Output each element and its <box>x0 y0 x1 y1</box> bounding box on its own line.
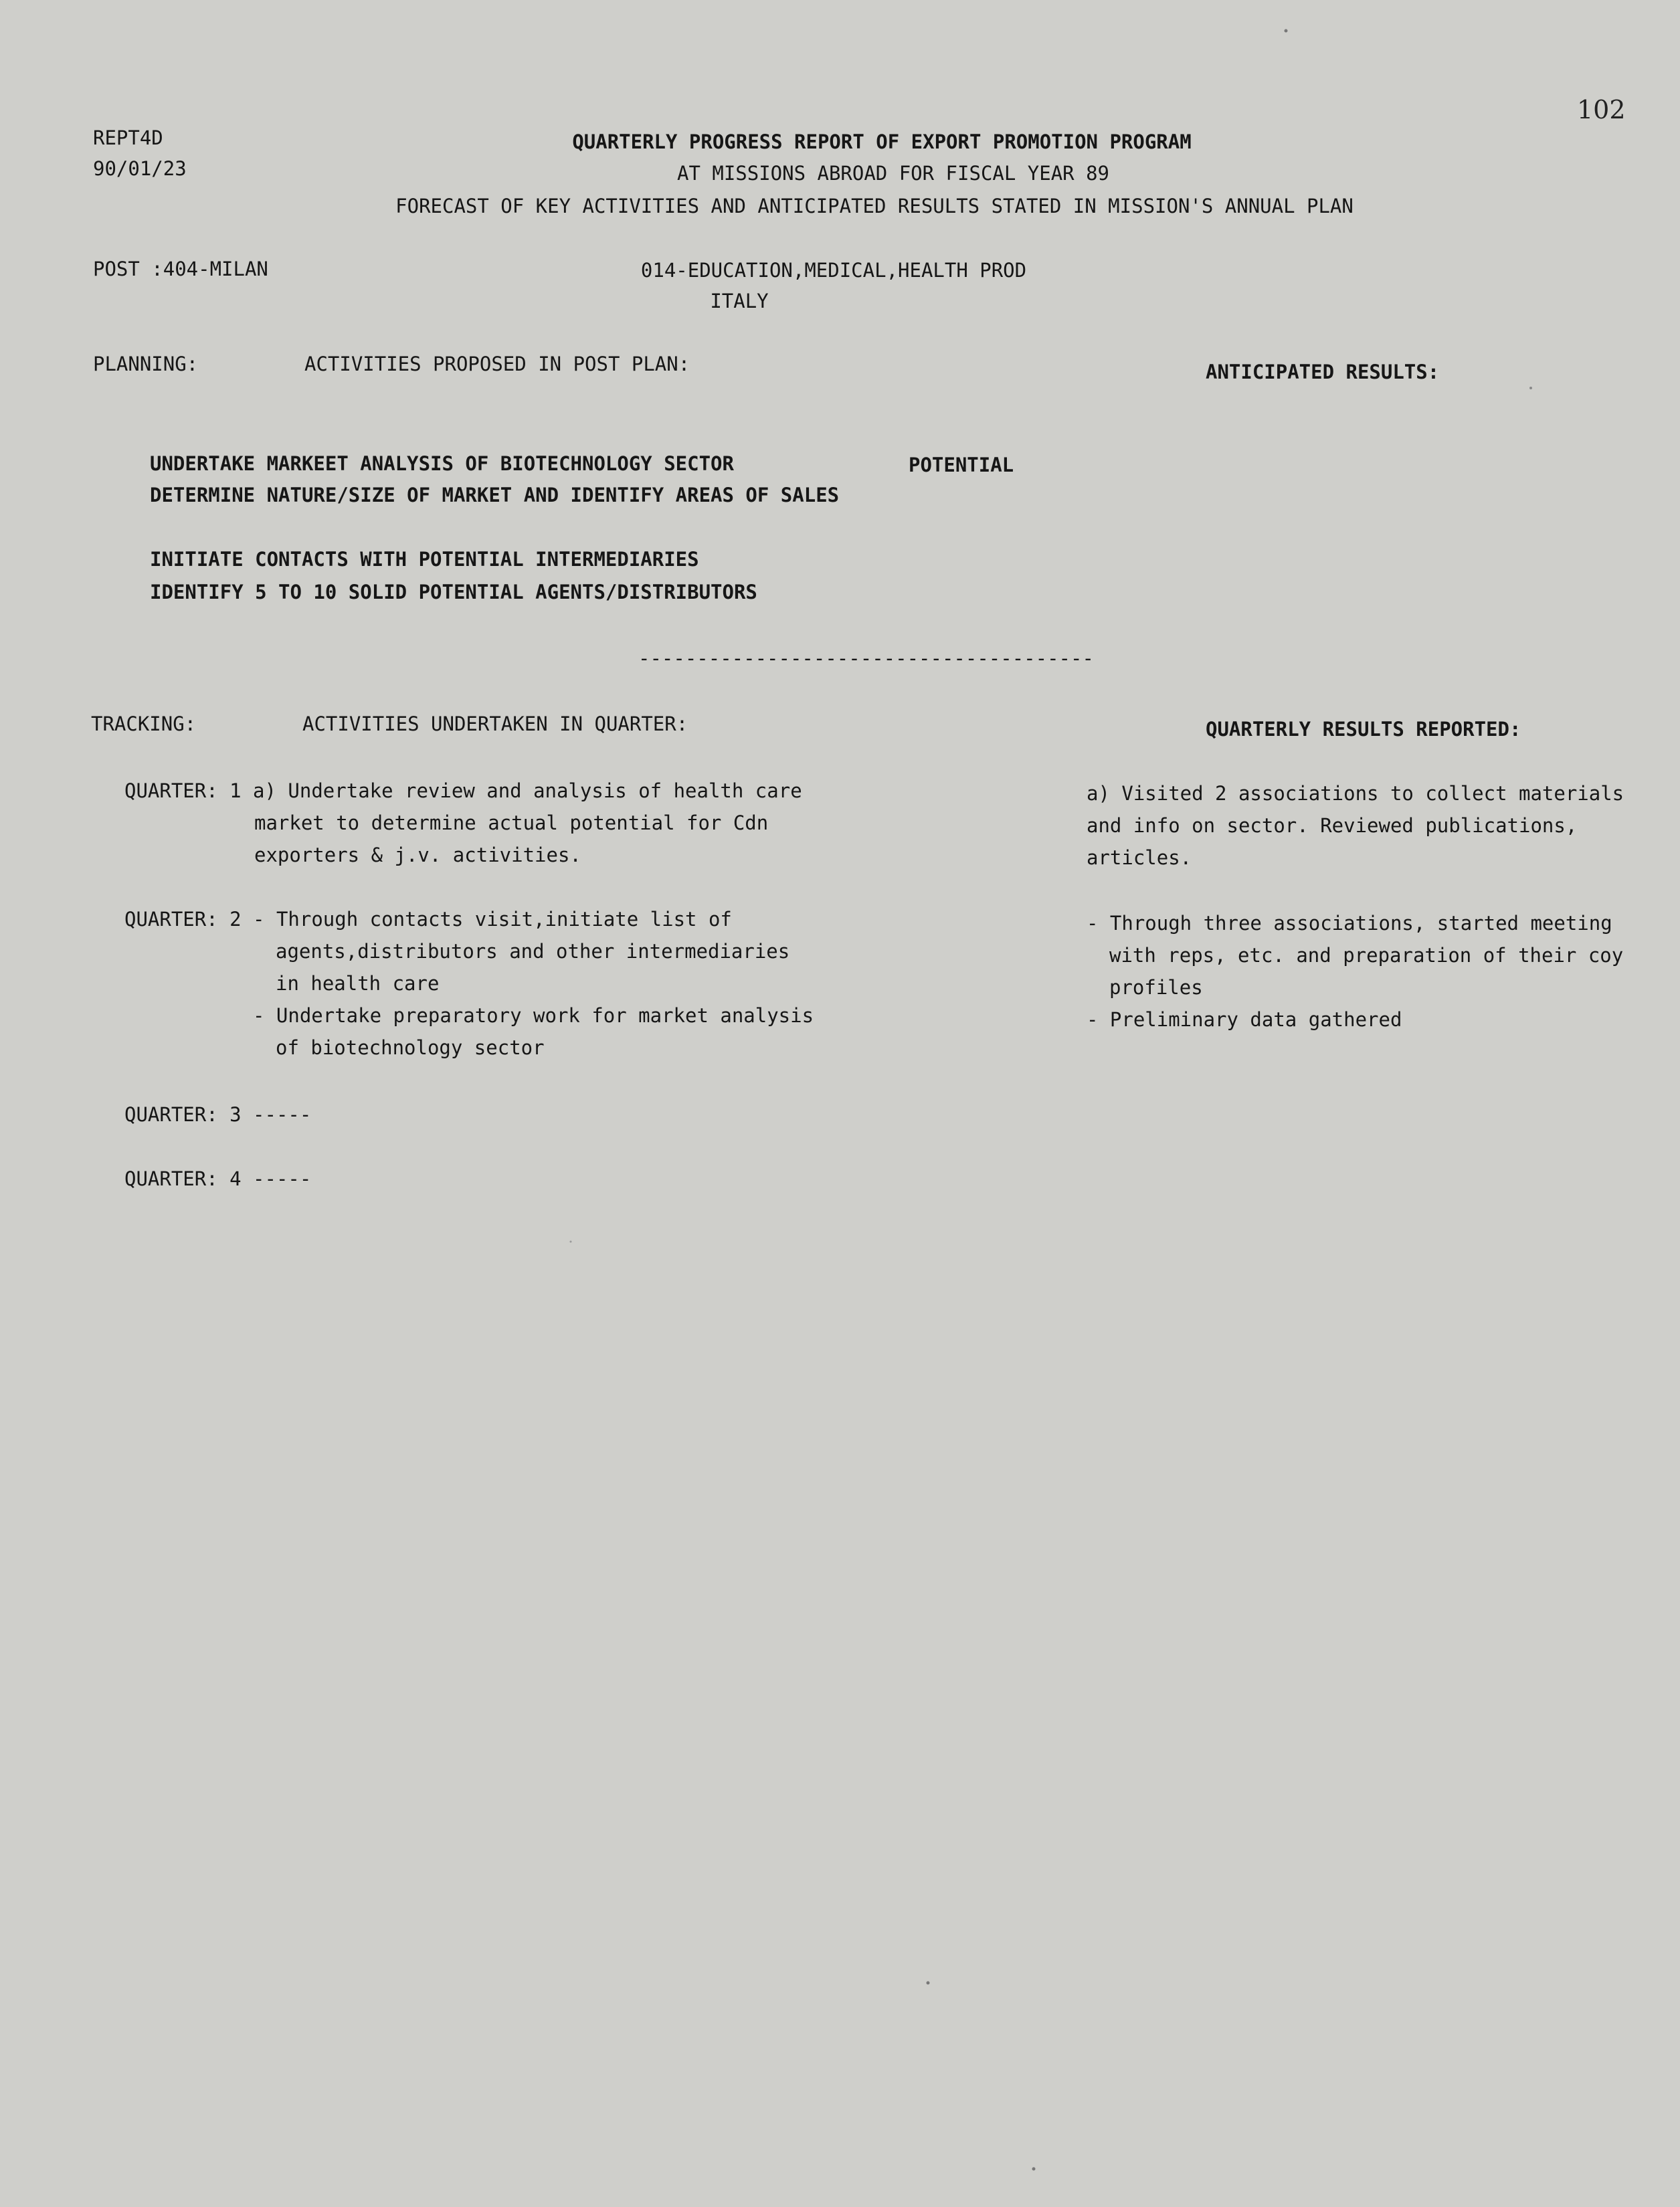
anticipated-result: POTENTIAL <box>909 454 1014 476</box>
quarter-2-result: profiles <box>1109 976 1203 999</box>
report-title-line1: QUARTERLY PROGRESS REPORT OF EXPORT PROMOTION PROGRAM <box>572 130 1192 153</box>
quarterly-results-heading: QUARTERLY RESULTS REPORTED: <box>1206 718 1521 741</box>
speck <box>1032 2168 1036 2171</box>
quarter-3-activity: QUARTER: 3 ----- <box>124 1103 312 1126</box>
quarter-1-result: and info on sector. Reviewed publications, <box>1087 814 1578 837</box>
quarter-1-activity: market to determine actual potential for Cdn <box>254 811 769 834</box>
tracking-activities-heading: ACTIVITIES UNDERTAKEN IN QUARTER: <box>302 712 688 735</box>
report-title-line3: FORECAST OF KEY ACTIVITIES AND ANTICIPATED RESULTS STATED IN MISSION'S ANNUAL PLAN <box>395 195 1354 217</box>
quarter-1-activity: exporters & j.v. activities. <box>254 844 581 866</box>
report-date: 90/01/23 <box>93 157 187 180</box>
planned-activity: INITIATE CONTACTS WITH POTENTIAL INTERMEDIARIES <box>150 548 699 571</box>
quarter-2-result: - Through three associations, started meeting <box>1087 912 1612 935</box>
speck <box>1529 387 1532 389</box>
quarter-2-result: with reps, etc. and preparation of their coy <box>1109 944 1624 967</box>
quarter-2-result: - Preliminary data gathered <box>1087 1008 1402 1031</box>
anticipated-results-heading: ANTICIPATED RESULTS: <box>1206 361 1440 383</box>
planned-activity: IDENTIFY 5 TO 10 SOLID POTENTIAL AGENTS/DISTRIBUTORS <box>150 581 757 603</box>
page-number: 102 <box>1577 95 1626 124</box>
quarter-4-activity: QUARTER: 4 ----- <box>124 1167 312 1190</box>
post-label: POST :404-MILAN <box>93 258 268 280</box>
quarter-1-result: articles. <box>1087 846 1192 869</box>
speck <box>570 1241 572 1243</box>
speck <box>927 1982 930 1985</box>
quarter-1-activity: QUARTER: 1 a) Undertake review and analysis of health care <box>124 779 802 802</box>
sector-label: 014-EDUCATION,MEDICAL,HEALTH PROD <box>640 259 1027 282</box>
speck <box>1285 29 1288 33</box>
report-id: REPT4D <box>93 126 163 149</box>
tracking-label: TRACKING: <box>91 712 197 735</box>
planned-activity: UNDERTAKE MARKEET ANALYSIS OF BIOTECHNOLOGY SECTOR <box>150 452 734 475</box>
quarter-2-activity: QUARTER: 2 - Through contacts visit,initiate list of <box>124 908 732 931</box>
quarter-2-activity: of biotechnology sector <box>276 1036 545 1059</box>
section-separator: --------------------------------------- <box>638 647 1094 670</box>
quarter-2-activity: in health care <box>276 972 440 995</box>
quarter-2-activity: - Undertake preparatory work for market analysis <box>253 1004 814 1027</box>
planned-activity: DETERMINE NATURE/SIZE OF MARKET AND IDENTIFY AREAS OF SALES <box>150 484 840 506</box>
planning-label: PLANNING: <box>93 353 199 375</box>
quarter-2-activity: agents,distributors and other intermediaries <box>276 940 790 963</box>
quarter-1-result: a) Visited 2 associations to collect materials <box>1087 782 1624 805</box>
country-label: ITALY <box>710 290 769 312</box>
planning-activities-heading: ACTIVITIES PROPOSED IN POST PLAN: <box>304 353 690 375</box>
report-title-line2: AT MISSIONS ABROAD FOR FISCAL YEAR 89 <box>676 162 1110 185</box>
